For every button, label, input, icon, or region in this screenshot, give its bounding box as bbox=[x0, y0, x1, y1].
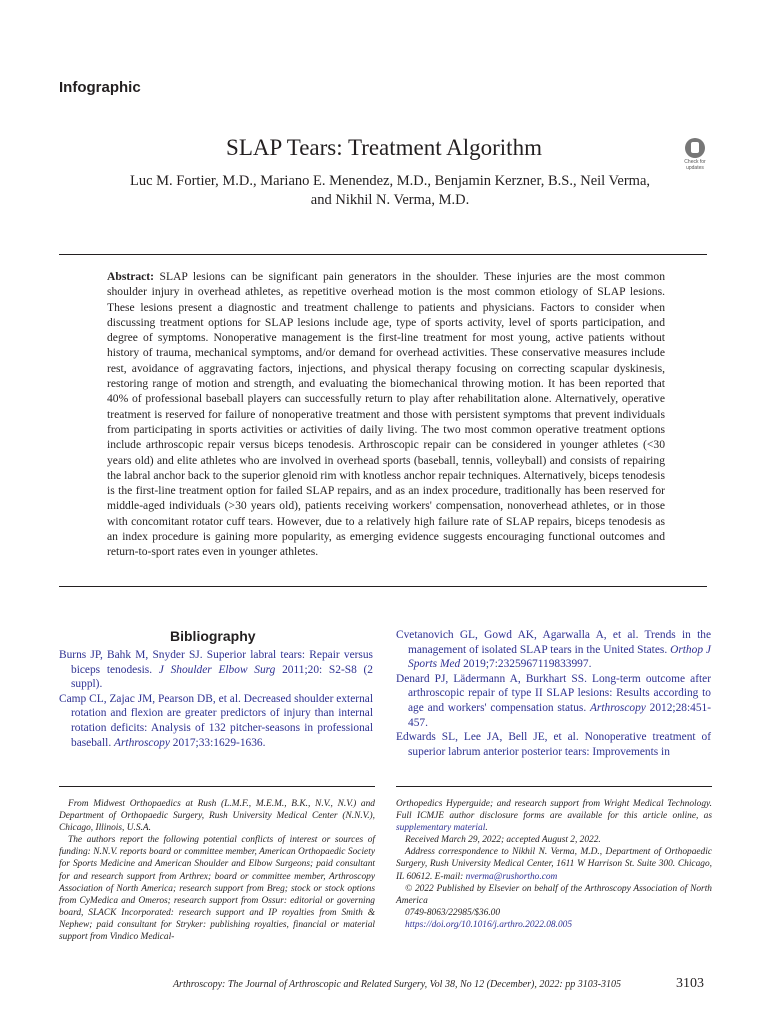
reference-item[interactable]: Edwards SL, Lee JA, Bell JE, et al. Nonoperative treatment of superior labrum anterior posterior tears: Improvements in bbox=[396, 731, 711, 758]
conflict-note: The authors report the following potential conflicts of interest or sources of funding: N.N.V. reports board or committee member, American Orthopaedic Society for Sports Medicine and American Shoulder and Elbow Surgeons; paid consultant for and research support from Arthrex; board or committee member, Arthroscopy Association of North America; research support from Breg; stock or stock options from CyMedica and Omeros; research support from Ossur: editorial or governing board, SLACK Incorporated: research support and IP royalties from Smith & Nephew; paid consultant for Stryker: publishing royalties, financial or material support from Vindico Medical- bbox=[59, 835, 375, 943]
check-for-updates-badge[interactable] bbox=[680, 138, 710, 174]
footnotes-right bbox=[396, 798, 712, 931]
reference-item[interactable]: Cvetanovich GL, Gowd AK, Agarwalla A, et al. Trends in the management of isolated SLAP tears in the United States. Orthop J Sports Med 2019;7:2325967119833997. bbox=[396, 629, 711, 671]
page-number: 3103 bbox=[676, 976, 704, 991]
reference-item[interactable]: Burns JP, Bahk M, Snyder SJ. Superior labral tears: Repair versus biceps tenodesis. J Shoulder Elbow Surg 2011;20: S2-S8 (2 suppl). bbox=[59, 649, 373, 691]
footnotes-left bbox=[59, 798, 375, 943]
article-title: SLAP Tears: Treatment Algorithm bbox=[226, 135, 542, 160]
section-label: Infographic bbox=[59, 79, 141, 96]
address-note: Address correspondence to Nikhil N. Verma, M.D., Department of Orthopaedic Surgery, Rush University Medical Center, 1611 W Harrison St. Suite 300. Chicago, IL 60612. E-mail: nverma@rushortho.com bbox=[396, 847, 712, 882]
footnote-rule-left bbox=[59, 786, 375, 787]
bibliography-column-left bbox=[59, 648, 373, 750]
abstract-top-rule bbox=[59, 254, 707, 255]
author-list bbox=[80, 172, 700, 210]
journal-citation-footer: Arthroscopy: The Journal of Arthroscopic and Related Surgery, Vol 38, No 12 (December), 2022: pp 3103-3105 bbox=[172, 979, 622, 990]
reference-item[interactable]: Camp CL, Zajac JM, Pearson DB, et al. Decreased shoulder external rotation and flexion are greater predictors of injury than internal rotation deficits: Analysis of 132 pitcher-seasons in professional baseball. Arthroscopy 2017;33:1629-1636. bbox=[59, 692, 373, 749]
email-link[interactable]: nverma@rushortho.com bbox=[465, 871, 558, 882]
abstract-bottom-rule bbox=[59, 586, 707, 587]
bibliography-heading: Bibliography bbox=[170, 628, 256, 644]
bookmark-icon bbox=[685, 138, 705, 158]
affiliation-note: From Midwest Orthopaedics at Rush (L.M.F., M.E.M., B.K., N.V., N.V.) and Department of Orthopaedic Surgery, Rush University Medical Center (N.N.V.), Chicago, Illinois, U.S.A. bbox=[59, 799, 375, 834]
issn-note: 0749-8063/22985/$36.00 bbox=[405, 907, 501, 918]
doi-link[interactable]: https://doi.org/10.1016/j.arthro.2022.08.005 bbox=[405, 919, 573, 930]
author-line-1: Luc M. Fortier, M.D., Mariano E. Menendez, M.D., Benjamin Kerzner, B.S., Neil Verma, bbox=[129, 173, 651, 189]
bibliography-column-right bbox=[396, 628, 711, 759]
abstract bbox=[107, 269, 665, 560]
supplementary-link[interactable]: supplementary material bbox=[396, 823, 486, 834]
badge-label: Check for updates bbox=[684, 159, 706, 171]
abstract-text: SLAP lesions can be significant pain generators in the shoulder. These injuries are the most common shoulder injury in overhead athletes, as repetitive overhead motion is the most common etiology of SLAP lesions. These lesions present a diagnostic and treatment challenge to patients and physicians. Factors to consider when discussing treatment options for SLAP lesions include age, type of sports activity, level of sports participation, and degree of symptoms. Nonoperative management is the first-line treatment for most young, active patients without history of trauma, mechanical symptoms, and/or demand for overhead activities. These conservative measures include rest, avoidance of aggravating factors, injections, and physical therapy focusing on correcting scapular dyskinesis, restoring range of motion and strength, and evaluating the biomechanical throwing motion. It has been reported that 40% of professional baseball players can successfully return to play after rehabilitation alone. Alternatively, operative treatment is reserved for failure of nonoperative treatment and those with persistent symptoms that prevent individuals from participating in sports activities or activities of daily living. The two most common operative treatment options include arthroscopic repair versus biceps tenodesis. Arthroscopic repair can be considered in younger athletes (<30 years old) and elite athletes who are involved in overhead sports (baseball, tennis, volleyball) and consists of repairing the labral anchor back to the superior glenoid rim with knotless anchor repair techniques. Alternatively, biceps tenodesis is the first-line treatment option for failed SLAP repairs, and as an index procedure, traditionally has been reserved for middle-aged individuals (>30 years old), patients receiving workers' compensation, nonoverhead athletes, or in those with concomitant rotator cuff tears. However, due to a relatively high failure rate of SLAP repairs, biceps tenodesis as an index procedure is gaining more popularity, as emerging evidence suggests encouraging functional outcomes and return-to-sport rates even in younger athletes. bbox=[107, 270, 665, 559]
author-line-2: and Nikhil N. Verma, M.D. bbox=[310, 192, 470, 208]
conflict-note-continued: Orthopedics Hyperguide; and research support from Wright Medical Technology. Full ICMJE author disclosure forms are available for this article online, as supplementary material. bbox=[396, 799, 712, 834]
footnote-rule-right bbox=[396, 786, 712, 787]
received-note: Received March 29, 2022; accepted August 2, 2022. bbox=[405, 835, 601, 846]
reference-item[interactable]: Denard PJ, Lädermann A, Burkhart SS. Long-term outcome after arthroscopic repair of type II SLAP lesions: Results according to age and workers' compensation status. Arthroscopy 2012;28:451-457. bbox=[396, 672, 712, 729]
abstract-label: Abstract: bbox=[107, 270, 155, 283]
copyright-note: © 2022 Published by Elsevier on behalf of the Arthroscopy Association of North America bbox=[396, 883, 712, 906]
